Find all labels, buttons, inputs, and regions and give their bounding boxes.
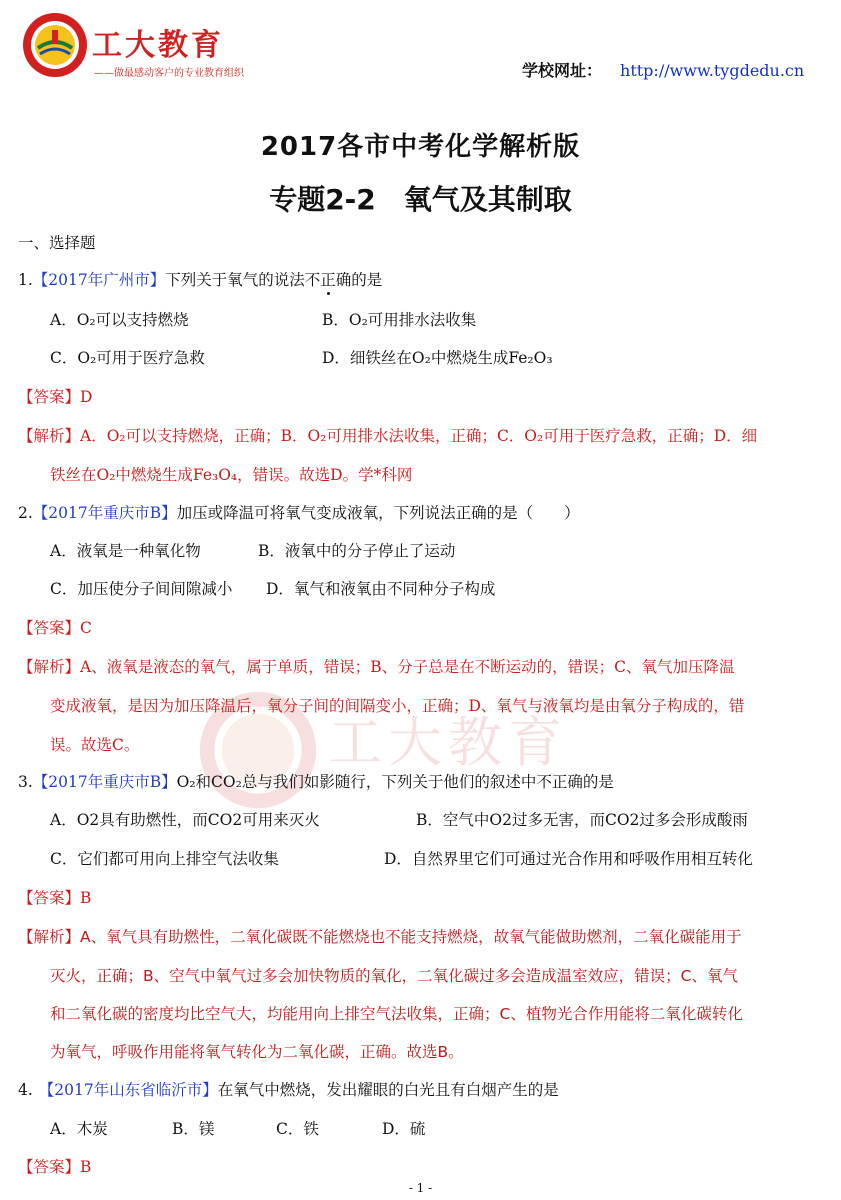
option-a: A．液氧是一种氧化物: [50, 542, 201, 560]
option-c: C．O₂可用于医疗急救: [50, 349, 205, 367]
option-a: A．木炭: [50, 1120, 108, 1138]
option-b: B．空气中O2过多无害，而CO2过多会形成酸雨: [416, 811, 748, 829]
brand-slogan: ——做最感动客户的专业教育组织: [94, 68, 244, 79]
answer-tag: 【答案】: [18, 619, 81, 637]
option-d: D．自然界里它们可通过光合作用和呼吸作用相互转化: [384, 850, 753, 868]
answer-tag: 【答案】: [18, 1158, 81, 1176]
explanation-tag: 【解析】: [18, 658, 81, 676]
site-label: 学校网址：: [522, 61, 603, 80]
question-1-stem: [18, 270, 382, 290]
answer-1: [18, 387, 92, 407]
school-logo: [22, 12, 88, 78]
explanation-3-line-2: 灭火，正确；B、空气中氧气过多会加快物质的氧化，二氧化碳过多会造成温室效应，错误；C、氧气: [50, 967, 738, 985]
explanation-2-line-3: 误。故选C。: [50, 736, 140, 754]
question-number: 3.: [18, 773, 33, 791]
site-url-link[interactable]: http://www.tygdedu.cn: [620, 61, 805, 80]
answer-tag: 【答案】: [18, 889, 81, 907]
option-d: D．细铁丝在O₂中燃烧生成Fe₂O₃: [322, 349, 553, 367]
explanation-1-line-1: [18, 426, 757, 446]
explanation-tag: 【解析】: [18, 427, 81, 445]
option-b: B．镁: [172, 1120, 215, 1138]
option-b: B．O₂可用排水法收集: [322, 311, 477, 329]
page-number: - 1 -: [408, 1181, 433, 1195]
answer-value: B: [80, 889, 92, 907]
question-4-stem: [18, 1080, 559, 1100]
explanation-3-line-1: 【解析】A、氧气具有助燃性，二氧化碳既不能燃烧也不能支持燃烧，故氧气能做助燃剂，二氧化碳能用于: [18, 928, 742, 946]
brand-name: 工大教育: [92, 28, 224, 63]
answer-3: [18, 888, 91, 908]
section-heading: 一、选择题: [18, 234, 96, 252]
explanation-text: A、液氧是液态的氧气，属于单质，错误；B、分子总是在不断运动的，错误；C、氧气加压降温: [80, 658, 735, 676]
explanation-2-line-1: [18, 657, 734, 677]
answer-value: B: [80, 1158, 92, 1176]
option-b: B．液氧中的分子停止了运动: [258, 542, 456, 560]
explanation-3-line-3: 和二氧化碳的密度均比空气大，均能用向上排空气法收集，正确；C、植物光合作用能将二氧化碳转化: [50, 1005, 743, 1023]
question-source: 【2017年广州市】: [32, 271, 166, 289]
option-c: C．铁: [276, 1120, 319, 1138]
answer-2: [18, 618, 92, 638]
question-number: 4.: [18, 1081, 33, 1099]
stem-text: 在氧气中燃烧，发出耀眼的白光且有白烟产生的是: [217, 1081, 559, 1099]
document-title: 2017各市中考化学解析版: [260, 132, 581, 162]
emphasized-text: 不正确: [304, 271, 352, 289]
option-a: A．O₂可以支持燃烧: [50, 311, 189, 329]
option-c: C．它们都可用向上排空气法收集: [50, 850, 279, 868]
option-a: A．O2具有助燃性，而CO2可用来灭火: [50, 811, 320, 829]
explanation-1-line-2: 铁丝在O₂中燃烧生成Fe₃O₄，错误。故选D。学*科网: [50, 466, 413, 484]
question-number: 1.: [18, 271, 33, 289]
answer-tag: 【答案】: [18, 388, 81, 406]
answer-4: [18, 1157, 91, 1177]
option-d: D．硫: [382, 1120, 426, 1138]
school-website: [522, 58, 804, 81]
answer-value: C: [80, 619, 92, 637]
question-3-stem: [18, 772, 614, 792]
question-2-stem: [18, 503, 580, 523]
answer-value: D: [80, 388, 93, 406]
watermark-text: 工大教育: [328, 711, 568, 774]
question-number: 2.: [18, 504, 33, 522]
explanation-text: A．O₂可以支持燃烧，正确；B．O₂可用排水法收集，正确；C．O₂可用于医疗急救，正确；D．细: [80, 427, 758, 445]
option-c: C．加压使分子间间隙减小: [50, 580, 233, 598]
stem-text: 的是: [351, 271, 383, 289]
stem-text: O₂和CO₂总与我们如影随行，下列关于他们的叙述中不正确的是: [176, 773, 614, 791]
explanation-2-line-2: 变成液氧，是因为加压降温后，氧分子间的间隔变小，正确；D、氧气与液氧均是由氧分子构成的，错: [50, 697, 745, 715]
explanation-3-line-4: 为氧气，呼吸作用能将氧气转化为二氧化碳，正确。故选B。: [50, 1043, 464, 1061]
option-d: D．氧气和液氧由不同种分子构成: [266, 580, 496, 598]
stem-text: 下列关于氧气的说法: [165, 271, 305, 289]
document-subtitle: 专题2-2 氧气及其制取: [269, 183, 572, 216]
question-source: 【2017年山东省临沂市】: [38, 1081, 218, 1099]
stem-text: 加压或降温可将氧气变成液氧，下列说法正确的是（ ）: [176, 504, 580, 522]
question-source: 【2017年重庆市B】: [32, 773, 177, 791]
question-source: 【2017年重庆市B】: [32, 504, 177, 522]
